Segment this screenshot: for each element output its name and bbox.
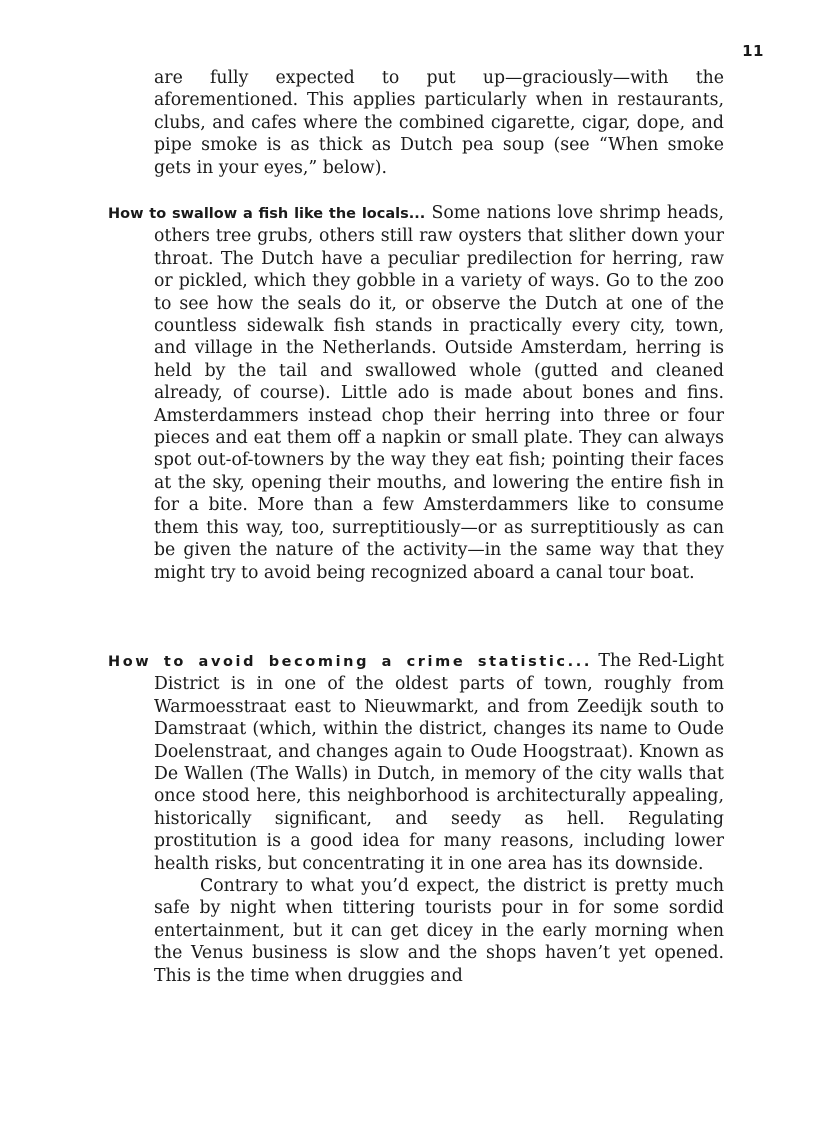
crime-section: [108, 650, 724, 987]
crime-heading: How to avoid becoming a crime statistic...: [108, 654, 592, 670]
fish-paragraph: [108, 202, 724, 584]
crime-paragraph: [108, 650, 724, 875]
fish-heading: How to swallow a fish like the locals...: [108, 206, 426, 222]
fish-section: [108, 202, 724, 584]
crime-text: The Red-Light District is in one of the oldest parts of town, roughly from Warmoesstraat east to Nieuwmarkt, and from Zeedijk south to Damstraat (which, within the district, changes its name to Oude Doelenstraat, and changes again to Oude Hoogstraat). Known as De Wallen (The Walls) in Dutch, in memory of the city walls that once stood here, this neighborhood is architecturally appealing, historically significant, and seedy as hell. Regulating prostitution is a good idea for many reasons, including lower health risks, but concentrating it in one area has its downside.: [154, 651, 725, 874]
page-number: 11: [742, 42, 764, 60]
intro-block: [108, 67, 724, 179]
fish-text: Some nations love shrimp heads, others tree grubs, others still raw oysters that slither down your throat. The Dutch have a peculiar predilection for herring, raw or pickled, which they gobble in a variety of ways. Go to the zoo to see how the seals do it, or observe the Dutch at one of the countless sidewalk fish stands in practically every city, town, and village in the Netherlands. Outside Amsterdam, herring is held by the tail and swallowed whole (gutted and cleaned already, of course). Little ado is made about bones and fins. Amsterdammers instead chop their herring into three or four pieces and eat them off a napkin or small plate. They can always spot out-of-towners by the way they eat fish; pointing their faces at the sky, opening their mouths, and lowering the entire fish in for a bite. More than a few Amsterdammers like to consume them this way, too, surreptitiously—or as surreptitiously as can be given the nature of the activity—in the same way that they might try to avoid being recognized aboard a canal tour boat.: [154, 203, 724, 583]
crime-paragraph-2: Contrary to what you’d expect, the district is pretty much safe by night when tittering tourists pour in for some sordid entertainment, but it can get dicey in the early morning when the Venus business is slow and the shops haven’t yet opened. This is the time when druggies and: [154, 876, 724, 986]
intro-paragraph: are fully expected to put up—graciously—with the aforementioned. This applies particularly when in restaurants, clubs, and cafes where the combined cigarette, cigar, dope, and pipe smoke is as thick as Dutch pea soup (see “When smoke gets in your eyes,” below).: [154, 68, 724, 178]
